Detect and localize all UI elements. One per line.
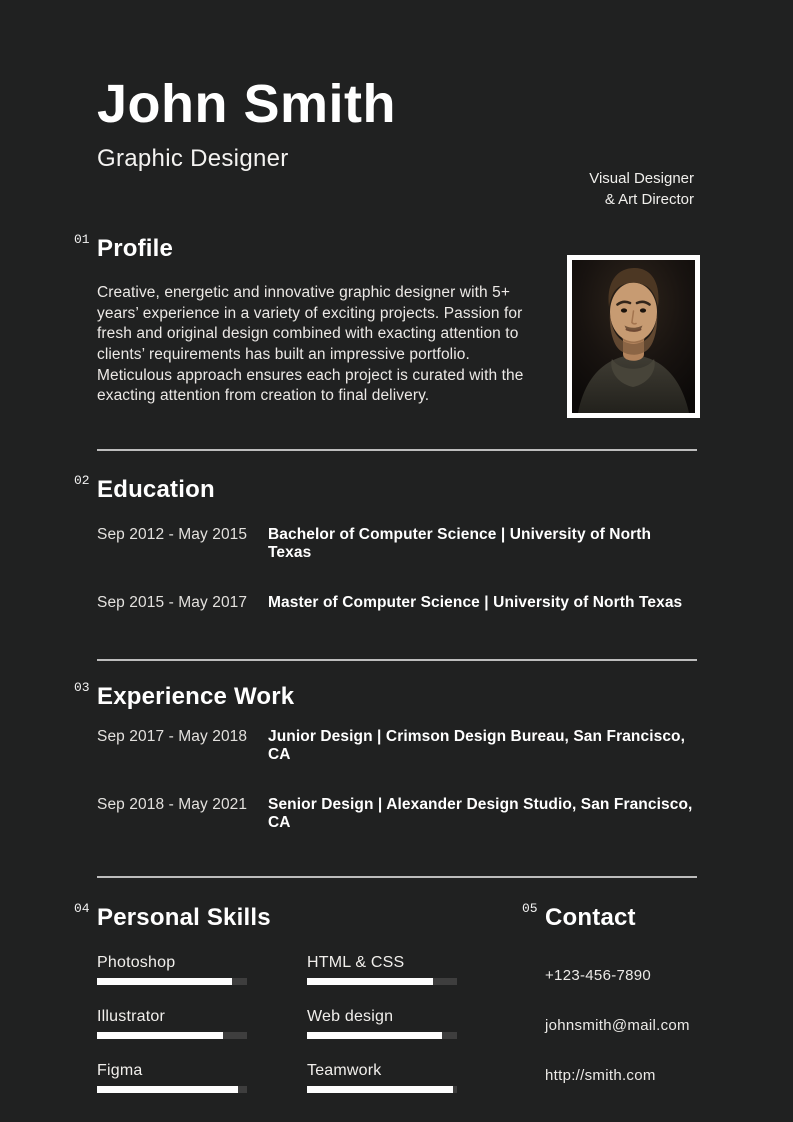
bottom-section — [74, 900, 697, 1116]
skill-item — [97, 1062, 247, 1093]
section-experience — [74, 679, 697, 832]
skill-bar-fill — [97, 1032, 223, 1039]
education-title: Education — [97, 475, 215, 503]
education-period: Sep 2012 - May 2015 — [97, 525, 248, 543]
skill-label: Figma — [97, 1061, 143, 1079]
skill-item — [307, 954, 457, 985]
education-period: Sep 2015 - May 2017 — [97, 593, 248, 611]
experience-detail: Junior Design | Crimson Design Bureau, San Francisco, CA — [268, 727, 686, 763]
experience-title: Experience Work — [97, 682, 295, 710]
contact-title: Contact — [545, 903, 636, 931]
section-number: 05 — [522, 900, 538, 916]
experience-row — [97, 728, 697, 764]
contact-email: johnsmith@mail.com — [545, 1016, 690, 1034]
profile-photo — [567, 255, 700, 418]
education-rows — [97, 526, 697, 612]
profile-summary: Creative, energetic and innovative graphic designer with 5+ years’ experience in a variety of exciting projects. Passion for fresh and original design combined with exacting attention to clients’ requirements has built an impressive portfolio. Meticulous approach ensures each project is curated with the exacting attention from creation to final delivery. — [97, 284, 524, 405]
skill-label: Teamwork — [307, 1061, 382, 1079]
section-number: 01 — [74, 232, 90, 248]
skill-bar-fill — [307, 1086, 453, 1093]
header — [97, 76, 697, 173]
skill-bar-track — [307, 978, 457, 985]
contact-website: http://smith.com — [545, 1066, 656, 1084]
tagline-line-1: Visual Designer — [589, 170, 694, 187]
skills-grid — [97, 954, 457, 1116]
skills-title: Personal Skills — [97, 903, 271, 931]
portrait-illustration — [572, 260, 695, 413]
skill-label: Photoshop — [97, 953, 176, 971]
divider — [97, 876, 697, 878]
experience-rows — [97, 728, 697, 832]
contact-items — [545, 967, 690, 1084]
skill-item — [97, 954, 247, 985]
skill-item — [97, 1008, 247, 1039]
skill-bar-fill — [97, 978, 232, 985]
skill-item — [307, 1008, 457, 1039]
education-row — [97, 526, 697, 562]
education-heading — [74, 472, 697, 504]
skill-bar-track — [307, 1086, 457, 1093]
education-row — [97, 594, 697, 612]
skill-bar-track — [97, 978, 247, 985]
person-name: John Smith — [97, 74, 396, 134]
experience-heading — [74, 679, 697, 711]
skill-bar-fill — [307, 1032, 442, 1039]
skill-item — [307, 1062, 457, 1093]
section-number: 02 — [74, 472, 90, 488]
section-number: 04 — [74, 900, 90, 916]
section-skills — [74, 900, 457, 1116]
profile-title: Profile — [97, 235, 174, 263]
tagline-line-2: & Art Director — [604, 191, 694, 208]
section-contact — [522, 900, 690, 1116]
skill-bar-track — [307, 1032, 457, 1039]
skill-label: HTML & CSS — [307, 953, 405, 971]
experience-detail: Senior Design | Alexander Design Studio, San Francisco, CA — [268, 795, 693, 831]
section-education — [74, 472, 697, 612]
section-number: 03 — [74, 679, 90, 695]
divider — [97, 659, 697, 661]
skill-bar-fill — [97, 1086, 238, 1093]
skill-label: Illustrator — [97, 1007, 165, 1025]
contact-phone: +123-456-7890 — [545, 966, 652, 984]
person-role: Graphic Designer — [97, 145, 289, 173]
divider — [97, 449, 697, 451]
education-detail: Master of Computer Science | University of North Texas — [268, 593, 683, 611]
tagline — [589, 168, 694, 210]
skill-label: Web design — [307, 1007, 394, 1025]
skills-heading — [74, 900, 457, 932]
experience-period: Sep 2017 - May 2018 — [97, 727, 248, 745]
education-detail: Bachelor of Computer Science | University of North Texas — [268, 525, 652, 561]
skill-bar-track — [97, 1086, 247, 1093]
skill-bar-track — [97, 1032, 247, 1039]
experience-row — [97, 796, 697, 832]
skill-bar-fill — [307, 978, 433, 985]
contact-heading — [522, 900, 690, 932]
experience-period: Sep 2018 - May 2021 — [97, 795, 248, 813]
